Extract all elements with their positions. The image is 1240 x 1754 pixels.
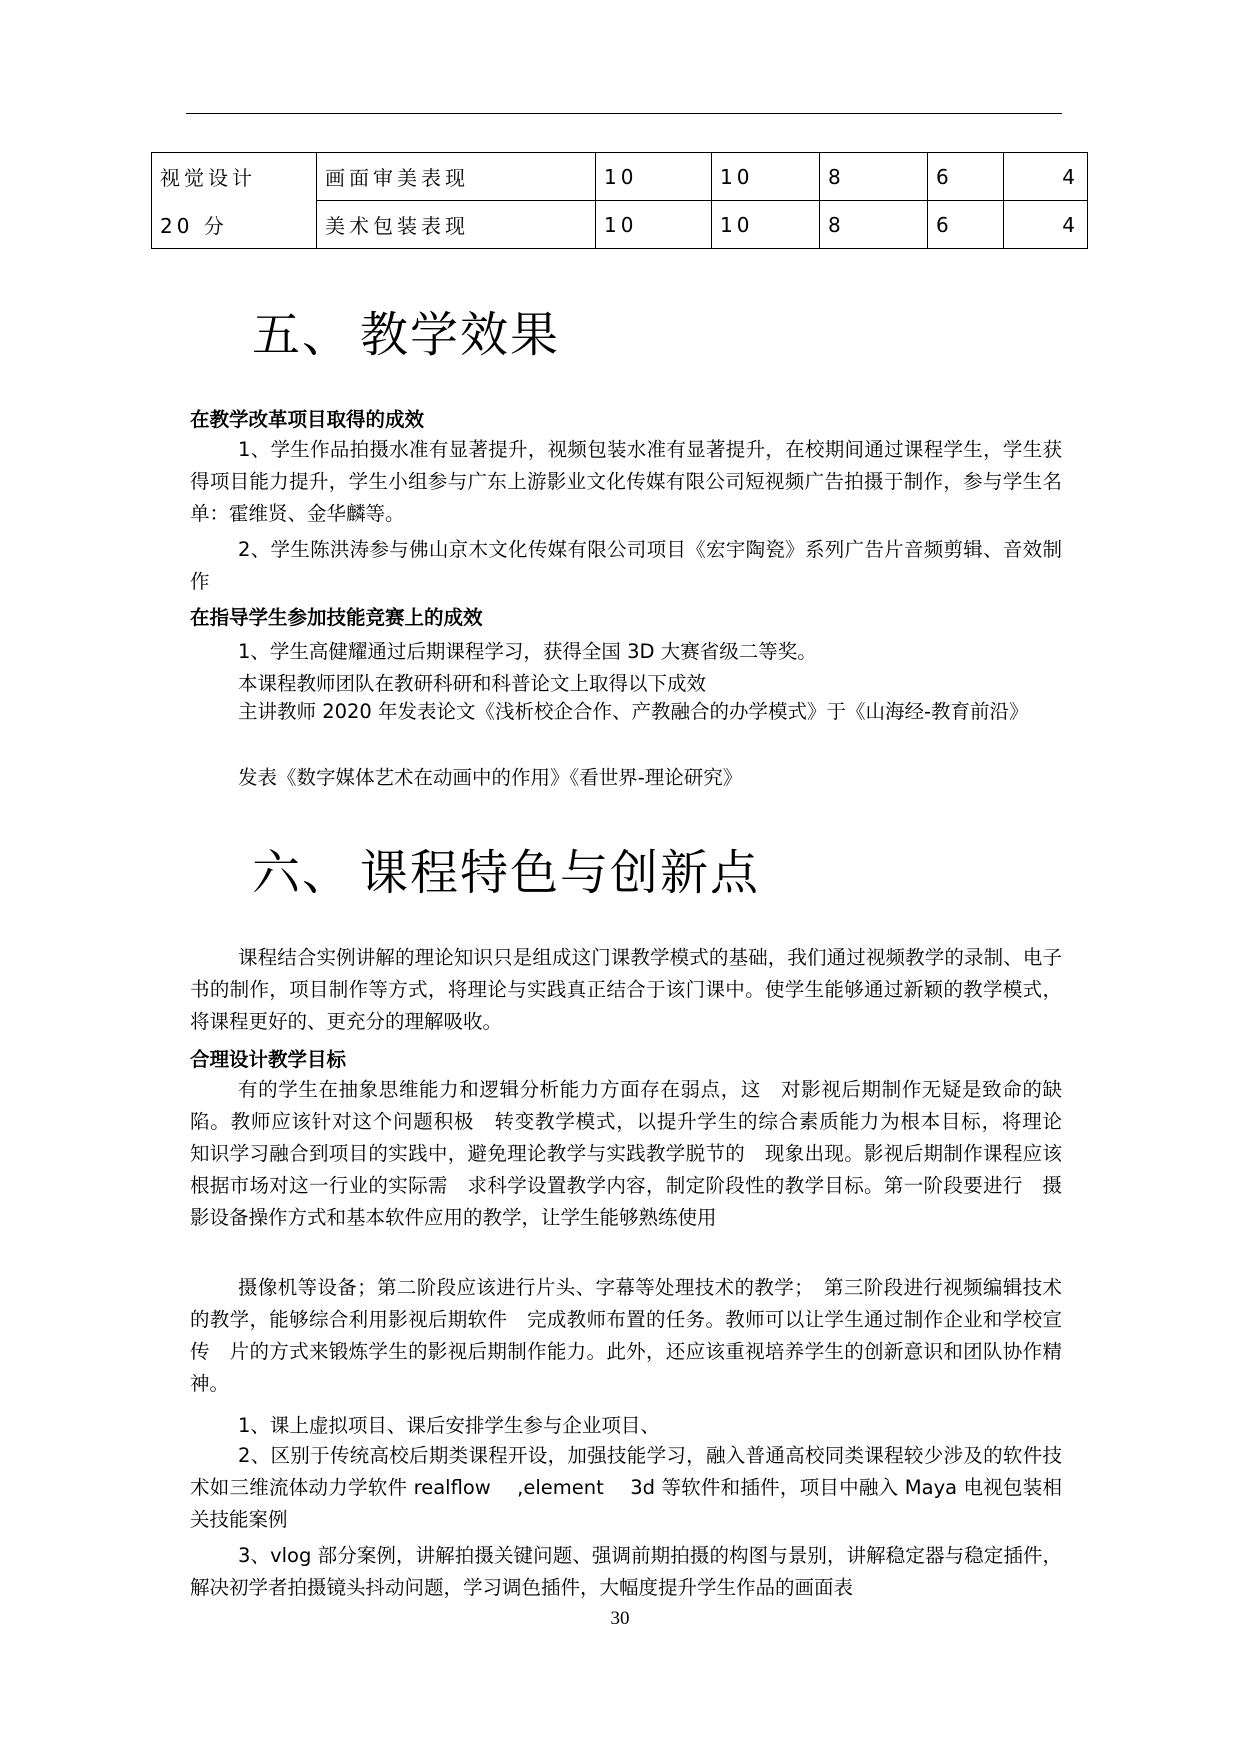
table-row bbox=[152, 201, 1088, 249]
section6-number: 六、 bbox=[252, 845, 353, 901]
section5-number: 五、 bbox=[252, 307, 353, 363]
section6-heading bbox=[252, 834, 760, 903]
section6-line-1: 1、课上虚拟项目、课后安排学生参与企业项目、 bbox=[238, 1414, 660, 1437]
section5-paragraph-2: 2、学生陈洪涛参与佛山京木文化传媒有限公司项目《宏宇陶瓷》系列广告片音频剪辑、音效制作 bbox=[190, 538, 1062, 593]
section5-line-3: 发表《数字媒体艺术在动画中的作用》《看世界-理论研究》 bbox=[238, 766, 743, 789]
item-cell: 画面审美表现 bbox=[317, 153, 596, 201]
score-cell: 10 bbox=[712, 153, 820, 201]
score-cell: 10 bbox=[596, 153, 712, 201]
category-cell: 视觉设计 bbox=[152, 153, 317, 201]
category-cell: 20 分 bbox=[152, 201, 317, 249]
score-cell: 8 bbox=[820, 153, 928, 201]
score-cell: 4 bbox=[1004, 201, 1088, 249]
section5-paragraph-3: 主讲教师 2020 年发表论文《浅析校企合作、产教融合的办学模式》于《山海经-教育前沿》 bbox=[238, 700, 1029, 723]
section5-subheading-1: 在教学改革项目取得的成效 bbox=[190, 408, 425, 431]
score-cell: 10 bbox=[712, 201, 820, 249]
section5-line-2: 本课程教师团队在教研科研和科普论文上取得以下成效 bbox=[238, 672, 707, 695]
section6-paragraph-1: 课程结合实例讲解的理论知识只是组成这门课教学模式的基础，我们通过视频教学的录制、电子书的制作，项目制作等方式，将理论与实践真正结合于该门课中。使学生能够通过新颖的教学模式，将课程更好的、更充分的理解吸收。 bbox=[190, 946, 1062, 1033]
section6-paragraph-4: 2、区别于传统高校后期类课程开设，加强技能学习，融入普通高校同类课程较少涉及的软件技术如三维流体动力学软件 realflow ,element 3d 等软件和插件，项目中融入 Maya 电视包装相关技能案例 bbox=[190, 1444, 1062, 1531]
page-number: 30 bbox=[610, 1608, 630, 1629]
section5-title: 教学效果 bbox=[360, 307, 561, 363]
score-table bbox=[151, 152, 1088, 249]
section5-paragraph-1: 1、学生作品拍摄水准有显著提升，视频包装水准有显著提升，在校期间通过课程学生，学生获得项目能力提升，学生小组参与广东上游影业文化传媒有限公司短视频广告拍摄于制作，参与学生名单：霍维贤、金华麟等。 bbox=[190, 438, 1062, 525]
section5-heading bbox=[252, 296, 560, 365]
score-cell: 10 bbox=[596, 201, 712, 249]
section6-title: 课程特色与创新点 bbox=[360, 845, 761, 901]
section5-line-1: 1、学生高健耀通过后期课程学习，获得全国 3D 大赛省级二等奖。 bbox=[238, 640, 817, 663]
section6-paragraph-2: 有的学生在抽象思维能力和逻辑分析能力方面存在弱点，这 对影视后期制作无疑是致命的缺陷。教师应该针对这个问题积极 转变教学模式，以提升学生的综合素质能力为根本目标，将理论 知识学习融合到项目的实践中，避免理论教学与实践教学脱节的 现象出现。影视后期制作课程应该根据市场对这一行业的实际需 求科学设置教学内容，制定阶段性的教学目标。第一阶段要进行 摄影设备操作方式和基本软件应用的教学，让学生能够熟练使用 bbox=[190, 1078, 1082, 1229]
section6-subheading-1: 合理设计教学目标 bbox=[190, 1048, 347, 1071]
section5-subheading-2: 在指导学生参加技能竞赛上的成效 bbox=[190, 606, 483, 629]
score-cell: 8 bbox=[820, 201, 928, 249]
section6-paragraph-3: 摄像机等设备；第二阶段应该进行片头、字幕等处理技术的教学； 第三阶段进行视频编辑技术的教学，能够综合利用影视后期软件 完成教师布置的任务。教师可以让学生通过制作企业和学校宣传 片的方式来锻炼学生的影视后期制作能力。此外，还应该重视培养学生的创新意识和团队协作精神。 bbox=[190, 1276, 1062, 1395]
section6-paragraph-5: 3、vlog 部分案例，讲解拍摄关键问题、强调前期拍摄的构图与景别，讲解稳定器与稳定插件，解决初学者拍摄镜头抖动问题，学习调色插件，大幅度提升学生作品的画面表 bbox=[190, 1544, 1062, 1599]
table-row bbox=[152, 153, 1088, 201]
score-cell: 4 bbox=[1004, 153, 1088, 201]
header-rule bbox=[186, 113, 1062, 114]
score-cell: 6 bbox=[928, 201, 1004, 249]
score-cell: 6 bbox=[928, 153, 1004, 201]
item-cell: 美术包装表现 bbox=[317, 201, 596, 249]
